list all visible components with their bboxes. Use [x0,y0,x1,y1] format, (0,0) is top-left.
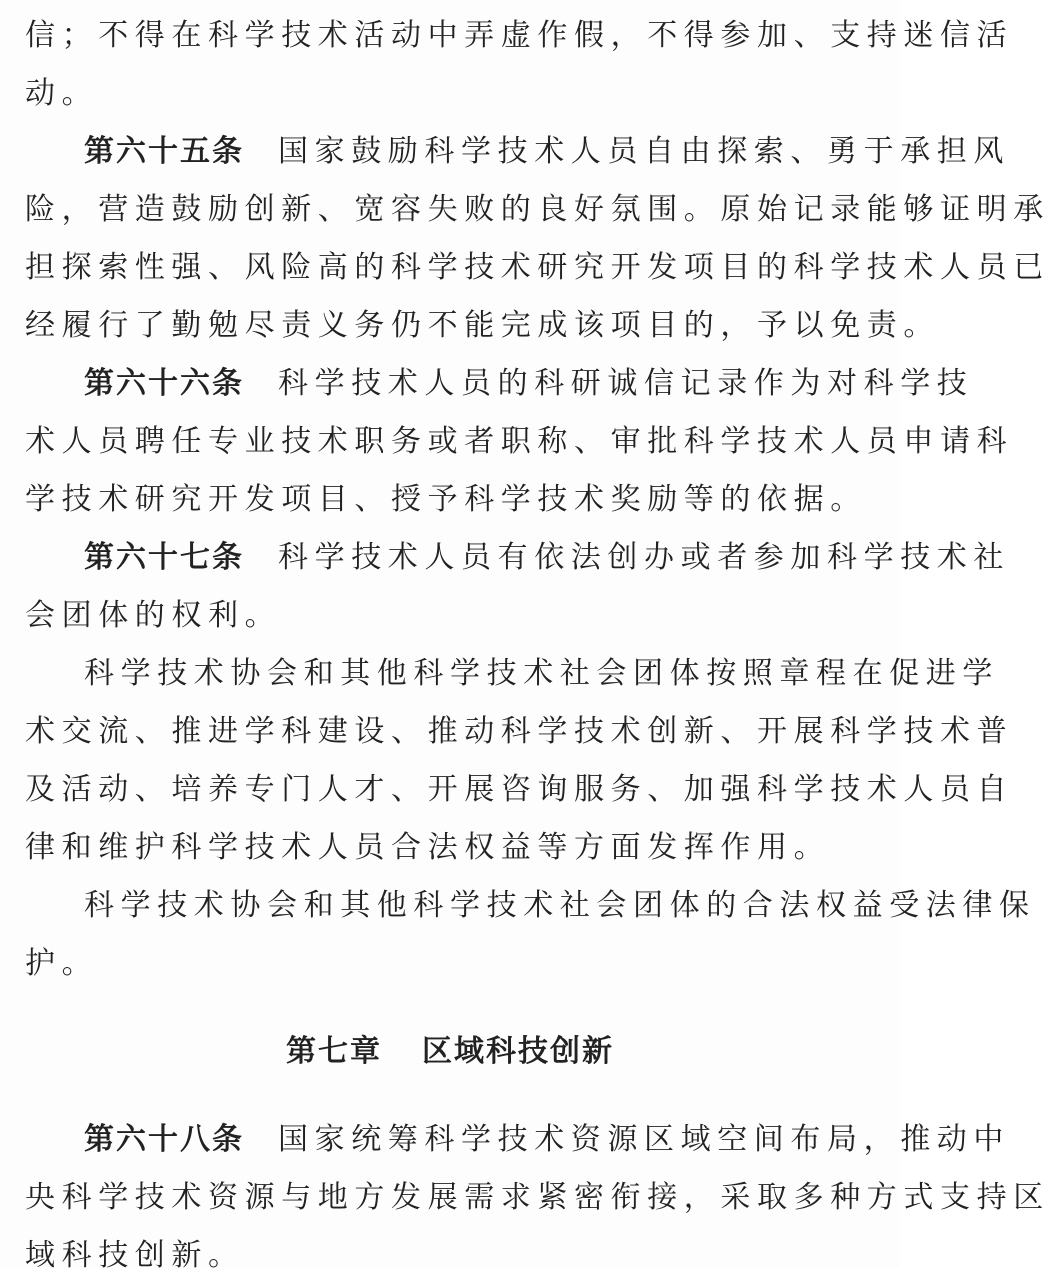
paragraph-line: 学技术研究开发项目、授予科学技术奖励等的依据。 [25,482,867,517]
paragraph-line: 科学技术协会和其他科学技术社会团体的合法权益受法律保 [84,888,1036,923]
paragraph-line: 术交流、推进学科建设、推动科学技术创新、开展科学技术普 [25,714,1014,749]
paragraph-line: 术人员聘任专业技术职务或者职称、审批科学技术人员申请科 [25,424,1014,459]
paragraph-line: 护。 [25,946,99,981]
article-text: 国家统筹科学技术资源区域空间布局，推动中 [278,1122,1010,1157]
article-number: 第六十五条 [84,134,244,169]
chapter-title: 区域科技创新 [422,1034,614,1069]
article-number: 第六十六条 [84,366,244,401]
article-68-first-line [84,1120,1010,1160]
paragraph-line: 科学技术协会和其他科学技术社会团体按照章程在促进学 [84,656,999,691]
chapter-number: 第七章 [286,1034,382,1069]
article-67-first-line [84,538,1010,578]
paragraph-line: 央科学技术资源与地方发展需求紧密衔接，采取多种方式支持区 [25,1180,1050,1215]
paragraph-line: 经履行了勤勉尽责义务仍不能完成该项目的，予以免责。 [25,308,940,343]
article-66-first-line [84,364,973,404]
article-text: 国家鼓励科学技术人员自由探索、勇于承担风 [278,134,1010,169]
paragraph-line: 会团体的权利。 [25,598,282,633]
article-text: 科学技术人员的科研诚信记录作为对科学技 [278,366,974,401]
article-number: 第六十八条 [84,1122,244,1157]
paragraph-line: 域科技创新。 [25,1238,245,1273]
paragraph-line: 动。 [25,76,99,111]
chapter-heading [0,1032,900,1072]
paragraph-line: 信；不得在科学技术活动中弄虚作假，不得参加、支持迷信活 [25,18,1014,53]
paragraph-line: 担探索性强、风险高的科学技术研究开发项目的科学技术人员已 [25,250,1050,285]
paragraph-line: 及活动、培养专门人才、开展咨询服务、加强科学技术人员自 [25,772,1014,807]
paragraph-line: 律和维护科学技术人员合法权益等方面发挥作用。 [25,830,831,865]
article-text: 科学技术人员有依法创办或者参加科学技术社 [278,540,1010,575]
article-number: 第六十七条 [84,540,244,575]
article-65-first-line [84,132,1010,172]
paragraph-line: 险，营造鼓励创新、宽容失败的良好氛围。原始记录能够证明承 [25,192,1050,227]
